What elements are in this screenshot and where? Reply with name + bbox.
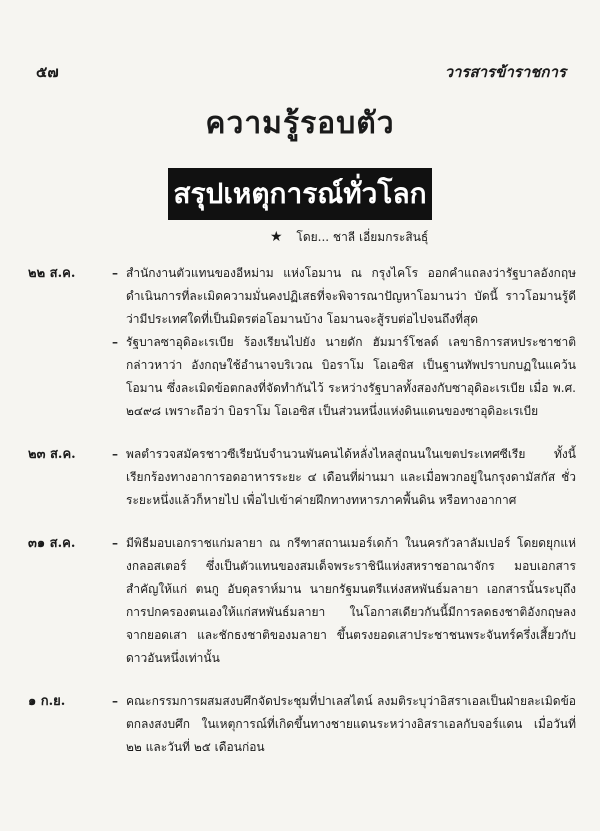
star-icon: ★ bbox=[270, 229, 283, 245]
entry-paragraph bbox=[112, 262, 576, 331]
entry-body bbox=[112, 532, 576, 670]
dash-marker: – bbox=[112, 266, 118, 280]
entry-body bbox=[112, 262, 576, 423]
entry-paragraph bbox=[112, 532, 576, 670]
entry-date: ๓๑ ส.ค. bbox=[28, 536, 76, 551]
paragraph-text: สำนักงานตัวแทนของอีหม่าม แห่งโอมาน ณ กรุงไคโร ออกคำแถลงว่ารัฐบาลอังกฤษดำเนินการที่ละเมิดความมั่นคงปฏิเสธที่จะพิจารณาปัญหาโอมานว่า บัดนี้ ราวโอมานรู้ดีว่ามีประเทศใดที่เป็นมิตรต่อโอมานบ้าง โอมานจะสู้รบต่อไปจนถึงที่สุด bbox=[126, 266, 576, 326]
entry-date: ๒๒ ส.ค. bbox=[28, 266, 76, 281]
dash-marker: – bbox=[112, 335, 118, 349]
entry-paragraph bbox=[112, 443, 576, 512]
news-entries bbox=[28, 262, 576, 779]
entry-date: ๒๓ ส.ค. bbox=[28, 447, 76, 462]
paragraph-text: มีพิธีมอบเอกราชแก่มลายา ณ กรีฑาสถานเมอร์เดก้า ในนครกัวลาลัมเปอร์ โดยดยุกแห่งกลอสเตอร์ ซึ่งเป็นตัวแทนของสมเด็จพระราชินีแห่งสหราชอาณาจักร มอบเอกสารสำคัญให้แก่ ตนกู อับดุลราห์มาน นายกรัฐมนตรีแห่งสหพันธ์มลายา เอกสารนั้นระบุถึงการปกครองตนเองให้แก่สหพันธ์มลายา ในโอกาสเดียวกันนี้มีการลดธงชาติอังกฤษลงจากยอดเสา และชักธงชาติของมลายา ขึ้นตรงยอดเสาประชาชนพระจันทร์ครึ่งเสี้ยวกับดาวอันหนึ่งเท่านั้น bbox=[126, 536, 576, 665]
page-number: ๕๗ bbox=[36, 63, 59, 81]
entry-body bbox=[112, 443, 576, 512]
news-entry bbox=[28, 532, 576, 670]
dash-marker: – bbox=[112, 536, 118, 550]
paragraph-text: รัฐบาลซาอุดิอะเรเบีย ร้องเรียนไปยัง นายดัก ฮัมมาร์โชลด์ เลขาธิการสหประชาชาติกล่าวหาว่า อังกฤษใช้อำนาจบริเวณ บิอราโม โอเอซิส เป็นฐานทัพปราบกบฏในแคว้นโอมาน ซึ่งละเมิดข้อตกลงที่จัดทำกันไว้ ระหว่างรัฐบาลทั้งสองกับซาอุดิอะเรเบีย เมื่อ พ.ศ. ๒๔๙๘ เพราะถือว่า บิอราโม โอเอซิส เป็นส่วนหนึ่งแห่งดินแดนของซาอุดิอะเรเบีย bbox=[126, 335, 576, 418]
dash-marker: – bbox=[112, 694, 118, 708]
byline-text: โดย... ชาลี เอี่ยมกระสินธุ์ bbox=[296, 230, 429, 244]
column-title: ความรู้รอบตัว bbox=[205, 106, 395, 141]
entry-date: ๑ ก.ย. bbox=[28, 694, 66, 709]
entry-paragraph bbox=[112, 690, 576, 759]
section-banner bbox=[170, 170, 430, 218]
banner-title: สรุปเหตุการณ์ทั่วโลก bbox=[173, 177, 427, 210]
magazine-name: วารสารข้าราชการ bbox=[444, 63, 566, 81]
paragraph-text: พลตำรวจสมัครชาวซีเรียนับจำนวนพันคนได้หลั่งไหลสู่ถนนในเขตประเทศซีเรีย ทั้งนี้เรียกร้องทางอาการอดอาหารระยะ ๔ เดือนที่ผ่านมา และเมื่อพวกอยู่ในกรุงดามัสกัส ชั่วระยะหนึ่งแล้วก็หายไป เพื่อไปเข้าค่ายฝึกทางทหารภาคพื้นดิน หรือทางอากาศ bbox=[126, 447, 576, 507]
news-entry bbox=[28, 443, 576, 512]
entry-paragraph bbox=[112, 331, 576, 423]
dash-marker: – bbox=[112, 447, 118, 461]
news-entry bbox=[28, 690, 576, 759]
entry-body bbox=[112, 690, 576, 759]
byline bbox=[270, 228, 428, 247]
paragraph-text: คณะกรรมการผสมสงบศึกจัดประชุมที่ปาเลสไตน์ ลงมติระบุว่าอิสราเอลเป็นฝ่ายละเมิดข้อตกลงสงบศึก ในเหตุการณ์ที่เกิดขึ้นทางชายแดนระหว่างอิสราเอลกับจอร์แดน เมื่อวันที่ ๒๒ และวันที่ ๒๕ เดือนก่อน bbox=[126, 694, 576, 754]
news-entry bbox=[28, 262, 576, 423]
